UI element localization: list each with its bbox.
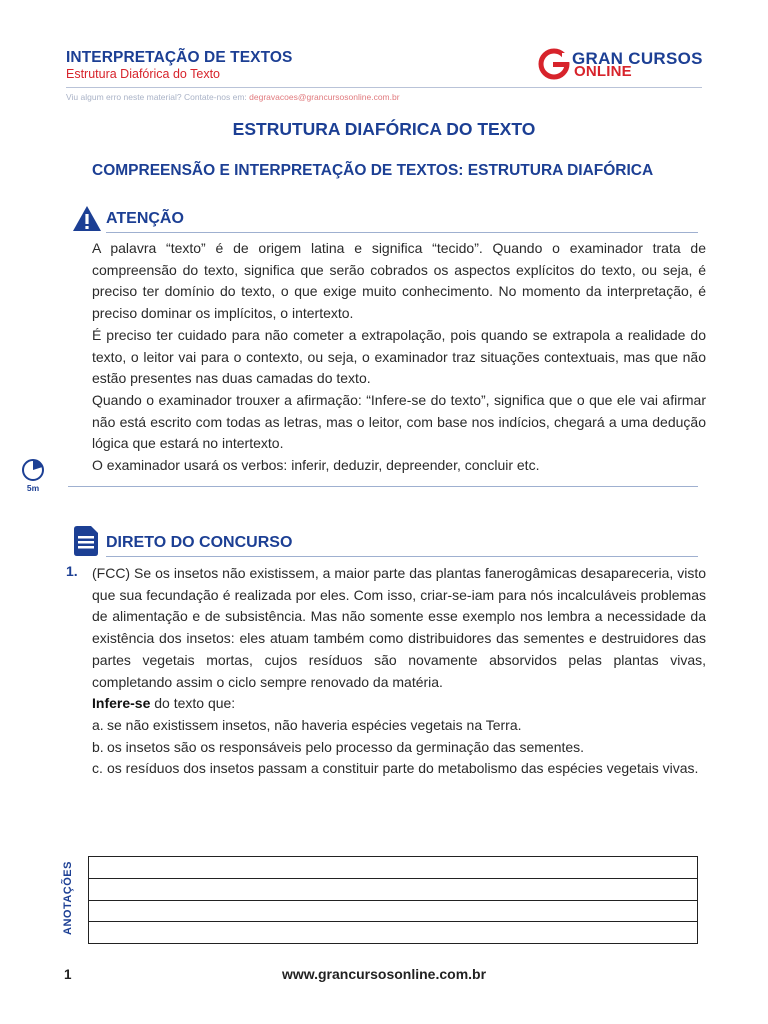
document-title: ESTRUTURA DIAFÓRICA DO TEXTO bbox=[232, 119, 536, 139]
question-text: (FCC) Se os insetos não existissem, a maior parte das plantas fanerogâmicas desapareceria, visto que sua fecundação é realizada por eles. Com isso, criar-se-iam para nós incalculáveis problemas de alimentação e de subsistência. Mas não somente esse exemplo nos lembra a necessidade da existência dos insetos: eles atuam também como distribuidores das sementes e destruidores das partes vegetais mortas, cujos resíduos são novamente absorvidos pelas plantas vivas, completando assim o ciclo sempre renovado da matéria. bbox=[92, 565, 706, 690]
gran-cursos-logo[interactable] bbox=[538, 48, 710, 82]
question-prompt bbox=[92, 693, 706, 715]
annotations-box[interactable] bbox=[88, 856, 698, 944]
timer-icon bbox=[21, 458, 45, 482]
error-report-text: Viu algum erro neste material? Contate-nos em: bbox=[66, 92, 250, 102]
option-letter: a. bbox=[92, 716, 104, 733]
attention-heading-rule bbox=[106, 232, 698, 233]
attention-paragraph: O examinador usará os verbos: inferir, deduzir, depreender, concluir etc. bbox=[92, 457, 540, 474]
option-a[interactable] bbox=[92, 715, 706, 737]
option-b[interactable] bbox=[92, 737, 706, 759]
option-text: se não existissem insetos, não haveria espécies vegetais na Terra. bbox=[107, 716, 522, 733]
header-divider bbox=[66, 87, 702, 88]
section-title: COMPREENSÃO E INTERPRETAÇÃO DE TEXTOS: ESTRUTURA DIAFÓRICA bbox=[92, 162, 654, 179]
document-icon bbox=[74, 526, 98, 556]
annotation-line bbox=[89, 921, 697, 922]
attention-body bbox=[92, 238, 706, 477]
timer-label: 5m bbox=[26, 483, 40, 493]
direct-heading-rule bbox=[106, 556, 698, 557]
error-report-email-link[interactable]: degravacoes@grancursosonline.com.br bbox=[249, 92, 400, 102]
page-number: 1 bbox=[64, 967, 72, 982]
header-title: INTERPRETAÇÃO DE TEXTOS bbox=[66, 49, 293, 66]
error-report-notice bbox=[66, 92, 400, 102]
header-subtitle: Estrutura Diafórica do Texto bbox=[66, 67, 221, 81]
option-letter: b. bbox=[92, 738, 104, 755]
question-prompt-rest: do texto que: bbox=[150, 695, 236, 712]
logo-text-line1: GRAN CURSOS bbox=[572, 49, 703, 68]
attention-heading: ATENÇÃO bbox=[106, 210, 184, 227]
annotation-line bbox=[89, 900, 697, 901]
question-body bbox=[92, 563, 706, 780]
annotation-line bbox=[89, 878, 697, 879]
attention-paragraph: É preciso ter cuidado para não cometer a extrapolação, pois quando se extrapola a realidade do texto, o leitor vai para o contexto, ou seja, o examinador traz situações contextuais, mas que não estão presentes nas duas camadas do texto. bbox=[92, 326, 706, 387]
option-letter: c. bbox=[92, 760, 103, 777]
option-text: os resíduos dos insetos passam a constituir parte do metabolismo das espécies vegetais vivas. bbox=[107, 760, 699, 777]
option-text: os insetos são os responsáveis pelo processo da germinação das sementes. bbox=[107, 738, 585, 755]
attention-paragraph: Quando o examinador trouxer a afirmação: “Infere-se do texto”, significa que o que ele vai afirmar não está escrito com todas as letras, mas o leitor, com base nos indícios, chegará a uma dedução lógica que estará no intertexto. bbox=[92, 391, 706, 452]
logo-text-line2: ONLINE bbox=[574, 63, 632, 80]
annotations-label: ANOTAÇÕES bbox=[62, 861, 74, 935]
question-prompt-bold: Infere-se bbox=[92, 695, 151, 712]
option-c[interactable] bbox=[92, 758, 706, 780]
question-number: 1. bbox=[66, 563, 78, 579]
attention-bottom-rule bbox=[68, 486, 698, 487]
attention-paragraph: A palavra “texto” é de origem latina e significa “tecido”. Quando o examinador trata de compreensão do texto, significa que serão cobrados os aspectos explícitos do texto, ou seja, é preciso ter domínio do texto, o que exige muito conhecimento. No momento da interpretação, é preciso dominar os implícitos, o intertexto. bbox=[92, 240, 706, 322]
logo-g-icon bbox=[538, 48, 570, 80]
direct-heading: DIRETO DO CONCURSO bbox=[106, 534, 293, 551]
warning-icon bbox=[72, 205, 102, 232]
footer-site-link[interactable]: www.grancursosonline.com.br bbox=[281, 966, 487, 982]
